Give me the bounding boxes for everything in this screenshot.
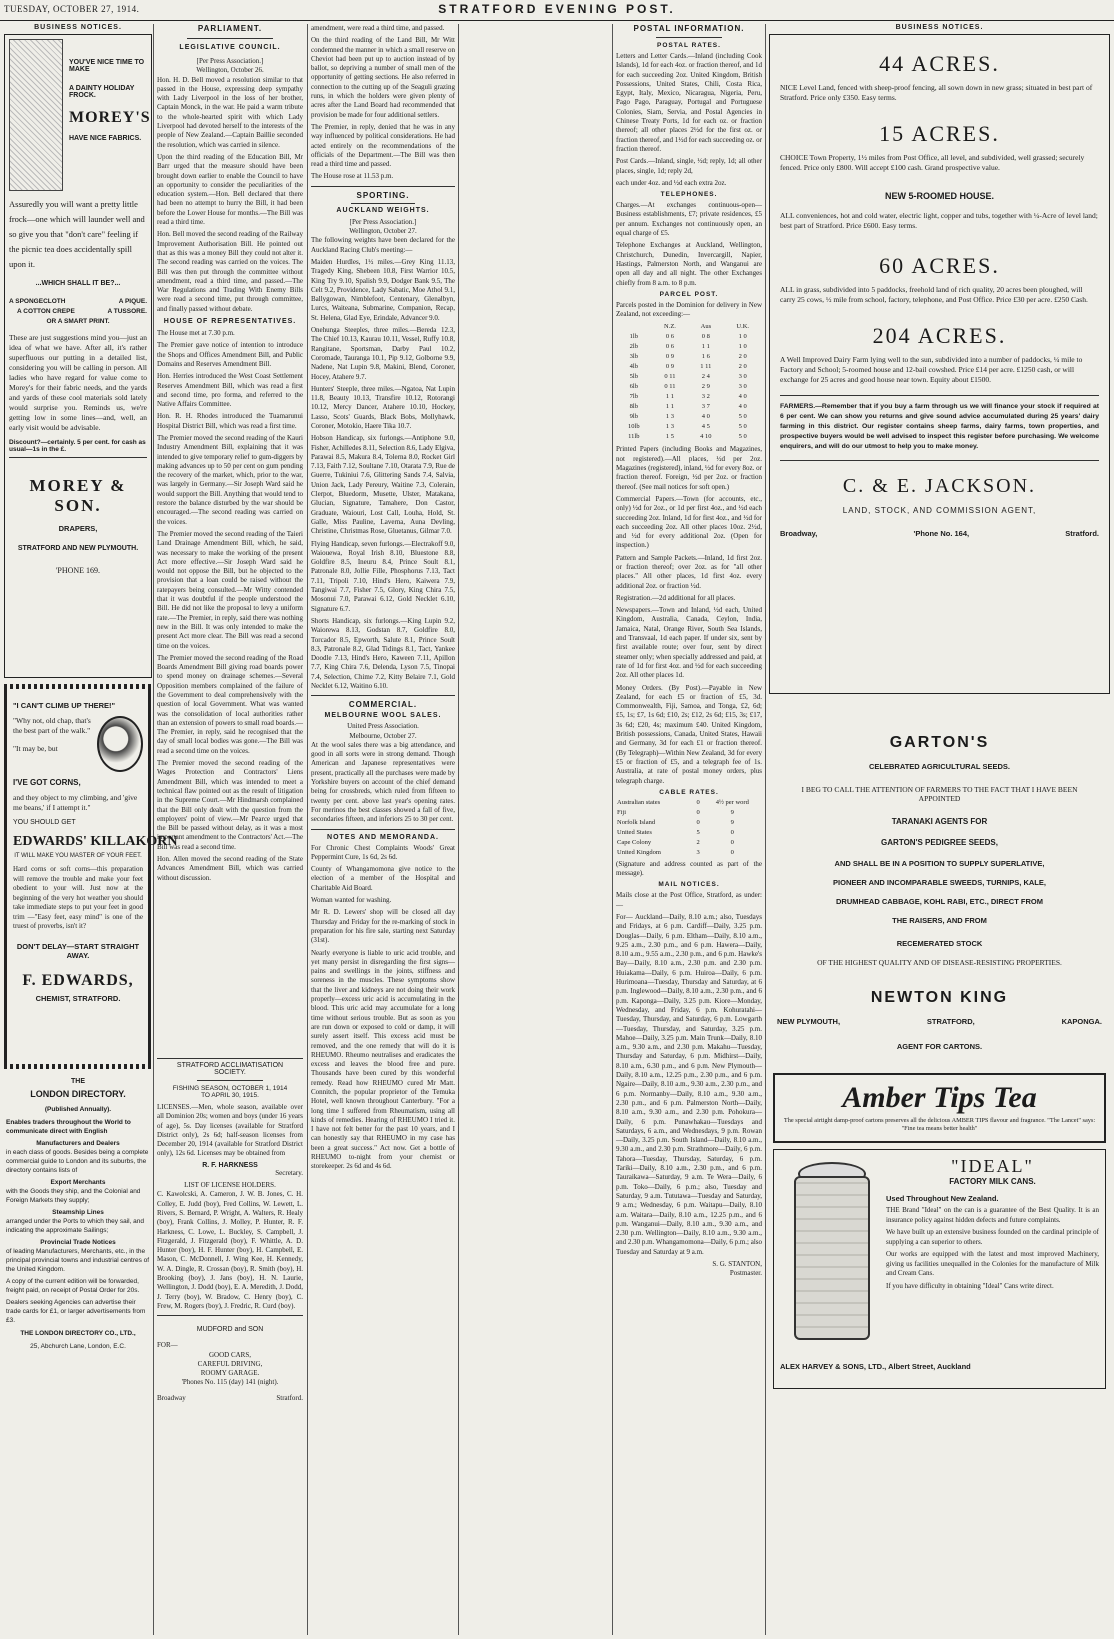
cable-table-row — [616, 818, 762, 828]
cable-table-cell: 4½ per word — [715, 798, 749, 806]
listing-204-title: 204 ACRES. — [872, 323, 1007, 348]
london-annual: (Published Annually). — [44, 1106, 112, 1113]
london-h4: Provincial Trade Notices — [40, 1239, 116, 1246]
garton-sub: CELEBRATED AGRICULTURAL SEEDS. — [869, 762, 1010, 771]
listing-204-body: A Well Improved Dairy Farm lying well to the sun, subdivided into a number of paddocks, ¼ mile to Factory and School; 5-roomed house and 12-bail cowshed. Price £14 per acre. £1250 cash, or will exchange for 25 acres and good house near town. Equity about £1500. — [780, 355, 1083, 384]
parcel-table-cell: 1 3 — [665, 413, 675, 421]
morey-which: ...WHICH SHALL IT BE?... — [35, 280, 121, 287]
accl-title1: STRATFORD ACCLIMATISATION — [176, 1062, 284, 1069]
postmaster-name: S. G. STANTON, — [712, 1259, 762, 1268]
postal-paragraph: Mails close at the Post Office, Stratford, as under:— — [616, 891, 762, 909]
london-p1: in each class of goods. Besides being a complete commercial guide to London and its suburbs, the directory contains lists of — [6, 1149, 149, 1174]
london-title: LONDON DIRECTORY. — [30, 1089, 126, 1099]
ideal-title: "IDEAL" — [951, 1156, 1034, 1176]
london-intro: Enables traders throughout the World to communicate direct with English — [6, 1119, 131, 1135]
article-paragraph: Shorts Handicap, six furlongs.—King Lupin 9.2, Waiorewa 8.13, Godstan 8.7, Goldfire 8.0, Torcador 8.5, Epworth, Salute 8.1, Prince Soult 8.3, Patronale 8.2, Glad Tidings 8.1, Tact, Yankee Doodle 7.13, Hind's Hero, Kaween 7.11, Apillon 7.7, King Chira 7.6, Delenda, Lyson 7.5, Tinopai 7.4, Selection, Chime 7.2, Kitty Belaire 7.1, Gold Necklet 6.12, Waitino 6.10. — [311, 616, 455, 690]
postal-paragraph: Pattern and Sample Packets.—Inland, 1d first 2oz. or fraction thereof; over 2oz. as for "all other places." All other places, 1d first 4oz. every additional 2oz. or fraction ½d. — [616, 553, 762, 590]
parcel-table-cell: 0 9 — [665, 363, 675, 371]
parcel-table-row — [616, 362, 762, 372]
parcel-table-row — [616, 342, 762, 352]
parcel-table-header: Aus — [700, 323, 712, 331]
parcel-table-cell: 4 0 — [738, 403, 747, 411]
mudford-broadway: Broadway — [157, 1393, 186, 1402]
garton-firm: NEWTON KING — [870, 989, 1009, 1006]
article-paragraph: At the wool sales there was a big attendance, and good in all sorts were in strong demand. Though American and Japanese representatives were present, practically all the purchases were made by Yorkshire buyers on account of the chief demand being for crossbreds, which ruled from fifteen to twenty per cent. above last year's opening rates. For merinos the best classes showed a fall of five, secondaries fifteen, and inferiors 25 to 30 per cent. — [311, 740, 455, 824]
morey-line1: YOU'VE NICE TIME TO MAKE — [69, 59, 145, 73]
morey-para: These are just suggestions mind you—just an idea of what we have. After all, it's rather superfluous our putting in a detailed list, considering you will be calling in person. All ladies who have regard for value come to Morey's for their fabric needs, and the yards and yards of these cool materials sold lately would surprise you. Reminds us, we're getting low in some lines—and, well, an early visit would be advisable. — [9, 333, 147, 432]
edwards-advert — [4, 684, 178, 1069]
accl-name: R. F. HARKNESS — [202, 1161, 258, 1169]
edwards-chemist: CHEMIST, STRATFORD. — [35, 993, 121, 1003]
ideal-body2: We have built up an extensive business founded on the cardinal principle of supplying a can superior to others. — [886, 1228, 1099, 1246]
postal-paragraph: each under 4oz. and ½d each extra 2oz. — [616, 178, 727, 187]
article-paragraph: Hon. Herries introduced the West Coast Settlement Reserves Amendment Bill, which was read a first and second time, pro forma, and referred to the Native Affairs Committee. — [157, 372, 303, 409]
parcel-table-cell: 0 6 — [665, 333, 675, 341]
article-paragraph: Nearly everyone is liable to uric acid trouble, and yet many persist in disregarding the first signs—pains and swellings in the joints, stiffness and soreness in the muscles. These symptoms show that the liver and kidneys are not doing their work properly—excess uric acid is accumulating in the blood. This uric acid may accumulate for a long time without serious trouble. But as soon as you are run down or exposed to cold or damp, it will surely assert itself. This excess acid must be removed, and the one remedy that will do it is RHEUMO. Rheumo neutralises and eradicates the excess and leaves the blood free and pure. Thousands have been cured by this wonderful remedy. Read how RHEUMO cured Mr Matt. Connitch, the popular proprietor of the Temuka Hotel, well known throughout Canterbury. "For a long time I suffered from Rheumatism, using all kinds of remedies. Hearing of RHEUMO I tried it. I have not felt better for the past 10 years, and I can honestly say that RHEUMO in my case has been a great success." Act now. Get a bottle of RHEUMO to-night from your chemist or storekeeper. 2s 6d and 4s 6d. — [311, 948, 455, 1171]
parcel-table-cell: 5 0 — [738, 433, 747, 441]
parcel-table-row — [616, 392, 762, 402]
article-paragraph: The Premier gave notice of intention to introduce the Shops and Offices Amendment Bill, and Public Domains and Reserves Amendment Bill. — [157, 341, 303, 368]
parcel-table-cell: 2 0 — [738, 353, 747, 361]
parcel-table-cell: 0 11 — [664, 383, 676, 391]
edwards-q3: and they object to my climbing, and 'give me beans,' if I attempt it." — [13, 793, 138, 812]
amber-tips-advert — [773, 1073, 1106, 1143]
morey-opt4: A TUSSORE. — [107, 308, 147, 315]
accl-season1: FISHING SEASON, OCTOBER 1, 1914 — [172, 1085, 288, 1092]
listing-15-body: CHOICE Town Property, 1½ miles from Post Office, all level, and subdivided, well grassed; securely fenced. Price only £800. Will accept £100 cash. Grand prospective value. — [780, 153, 1085, 172]
postal-paragraph: Letters and Letter Cards.—Inland (including Cook Islands), 1d for each 4oz. or fraction thereof, and 1d for each succeeding 2oz. United Kingdom, British Possessions, United States, Chili, Costa Rica, Egypt, Italy, Mexico, Nicaragua, Nigeria, Peru, Pago Pago, Paraguay, Portugal and Portuguese Colonies, Siam, Servia, and Postal Agencies in Chinese Treaty Ports, 1d for each oz. or fraction thereof; all other places 2½d for the first oz. or fraction thereof, and 1½d for each succeeding oz. or fraction thereof. — [616, 52, 762, 153]
parcel-table-header — [616, 322, 652, 332]
dateline: Wellington, October 27. — [349, 227, 417, 236]
parcel-table-cell: 1 6 — [701, 353, 710, 361]
article-paragraph: The following weights have been declared for the Auckland Racing Club's meeting:— — [311, 236, 455, 254]
morey-discount: Discount?—certainly. 5 per cent. for cash as usual—1s in the £. — [9, 439, 146, 453]
garton-l2: TARANAKI AGENTS FOR — [891, 817, 988, 826]
parcel-table-cell: 5 0 — [738, 423, 747, 431]
london-p6: Dealers seeking Agencies can advertise their trade cards for £1, or larger advertisements from £3. — [6, 1299, 146, 1324]
column-3 — [311, 24, 455, 1635]
cable-table-row — [616, 848, 762, 858]
cable-note: (Signature and address counted as part of the message). — [616, 859, 762, 878]
parcel-table-cell: 4 10 — [700, 433, 712, 441]
listing-44-title: 44 ACRES. — [879, 51, 1000, 76]
parcel-table-cell: 4 5 — [701, 423, 710, 431]
man-face-illustration — [97, 716, 143, 772]
london-h3: Steamship Lines — [52, 1209, 104, 1216]
postal-paragraph: Commercial Papers.—Town (for accounts, etc., only) ½d for 2oz., or 1d per first 4oz., and ½d each succeeding 2oz. Inland, 1d for first 4oz., and ½d for each succeeding 2oz. All other places 10oz. 2½d, and ½d for every additional 2oz. (Open for inspection.) — [616, 494, 762, 550]
listing-house-title: NEW 5-ROOMED HOUSE. — [884, 191, 994, 201]
postal-paragraph: Newspapers.—Town and Inland, ½d each, United Kingdom, Australia, Canada, Ceylon, India, Jamaica, Natal, Orange River, South Sea Islands, and Transvaal, 1d each paper. If under six, sent by first available route; over four, sent by direct steamer only; when specially addressed and paid, at rate of 1d for first 4oz. and ½d for each succeeding 2oz. All other places 1d. — [616, 606, 762, 680]
morey-brand: MOREY'S — [69, 109, 151, 126]
parcel-table-row — [616, 402, 762, 412]
parcel-table-cell: 5lb — [629, 373, 638, 381]
cable-table-cell: 0 — [696, 798, 700, 806]
listing-15-title: 15 ACRES. — [879, 121, 1000, 146]
parcel-table-cell: 3 7 — [701, 403, 710, 411]
parcel-table-header: N.Z. — [664, 323, 676, 331]
ideal-cans-advert — [773, 1149, 1106, 1389]
cable-table-cell: 5 — [696, 828, 700, 836]
section-notes: NOTES AND MEMORANDA. — [327, 833, 439, 841]
morey-opt1: A SPONGECLOTH — [9, 298, 66, 305]
edwards-brand: EDWARDS' KILLAKORN — [13, 834, 178, 849]
parcel-table-cell: 1 1 — [701, 343, 710, 351]
parcel-table-cell: 6lb — [629, 383, 638, 391]
cable-table-cell: Australian states — [617, 798, 661, 806]
mail-schedule: For— Auckland—Daily, 8.10 a.m.; also, Tuesdays and Fridays, at 6 p.m. Cardiff—Daily, 3.25 p.m. Douglas—Daily, 6 p.m. Eltham—Daily, 8.10 a.m., 9.25 a.m., 2.30 p.m., and 6 p.m. Hawera—Daily, 8.10 a.m., 9.55 a.m., 2.30 p.m., and 6 p.m. Hawke's Bay—Daily, 8.10 a.m., 2.30 p.m. and 2.30 p.m. Huiakama—Daily, 6 p.m. Huiroa—Daily, 6 p.m. Hurimoana—Tuesday, Thursday and Saturday, at 6 p.m. Inglewood—Daily, 8.10 a.m., 2.30 p.m., and 6 p.m. Kaponga—Daily, 3.25 p.m. Kiore—Monday, Wednesday, and Friday, 6 p.m. Kohuratahi—Tuesday, Thursday, and Saturday, 6 p.m. Lowgarth—Tuesday, Thursday, and Saturday, 3.25 p.m. Mahoe—Daily, 3.25 p.m. Main Trunk—Daily, 8.10 a.m., 9.30 a.m., and 2.30 p.m. Makahu—Tuesday, Thursday and Saturday, 6 p.m. Midhirst—Daily, 8.10 a.m., 6.30 p.m., and 6 p.m. New Plymouth—Daily, 8.10 a.m., 12.25 p.m., 2.30 p.m., and 6 p.m. Ngaire—Daily, 8.10 a.m., 9.30 a.m., 2.30 p.m., and 6 p.m. Normanby—Daily, 8.10 a.m., 9.30 a.m., 2.30 p.m., and 6 p.m. Palmerston North—Daily, 8.10 a.m., 9.30 a.m., and 2.30 p.m. Pohokura—Daily, 6 p.m. Punawhakau—Tuesdays and Saturdays, 6 a.m., and Wednesdays, 9 p.m. Rowan—Daily, 3.25 p.m. South Island—Daily, 8.10 a.m., 9.30 a.m., and 2.30 p.m. Strathmore—Daily, 6 p.m. Tahora—Tuesday, Thursday, Saturday, 6 p.m. Tariki—Daily, 8.10 a.m., 2.30 p.m., and 6 p.m. Tauraikawa—Saturday, 9 a.m. Te Wera—Daily, 6 p.m. Toko—Daily, 6 p.m.; also, Tuesday and Saturday, 9 a.m. Tututawa—Tuesday and Saturday, 9 a.m.; Wednesday, 6 p.m. Waitapu—Daily, 8.10 a.m. Waitara—Daily, 8.10 a.m., 12.25 p.m., and 6 p.m. Wanganui—Daily, 8.10 a.m., 9.30 a.m., and 2.30 p.m. Wellington—Daily, 8.10 a.m., 9.30 a.m., and 2.30 p.m. Whangamomona—Daily, 6 p.m.; also Tuesday and Saturday at 9 a.m. — [616, 913, 763, 1256]
article-paragraph: Onehunga Steeples, three miles.—Bereda 12.3, The Chief 10.13, Kaurau 10.11, Vessel, Ruffy 10.8, Rangitane, Sportsman, Darby Paul 10.2, Coromade, Tauranga 10.1, Pip 9.12, Golborne 9.9, Nadene, Nat Lupin 9.8, Makini, Blend, Coroner, Hocey, Atahere 9.7. — [311, 326, 455, 381]
dateline: Wellington, October 26. — [196, 66, 264, 75]
postal-paragraph: Money Orders. (By Post).—Payable in New Zealand, for each £5 or fraction of £5, 3d. Commonwealth, Fiji, Samoa, and Tonga, £2, 6d; £5, 1s; £7, 1s 6d; £10, 2s; £12, 2s 6d; £15, 3s; £17, 3s 6d; £20, 4s; maximum £40. United Kingdom, British possessions, Canada, United States, Hawaii and Germany, 3d for each £1 or fraction thereof. (By Telegraph)—Within New Zealand, 3d for every £5 or fraction of £5, and a telegraph fee of 1s. Australia, at rate of postal money orders, plus telegraph charge. — [616, 683, 762, 785]
cable-table-row — [616, 828, 762, 838]
parcel-table-row — [616, 372, 762, 382]
article-paragraph: The Premier moved the second reading of the Wages Protection and Contractors' Liens Amendment Bill, which was intended to meet a technical flaw pointed out as the result of litigation in the Supreme Court.—Mr Hindmarsh complained that the Bill only dealt with the question from the employers' point of view.—Mr Pearce urged that the Bill be passed without delay, as it was a most important amendment to the Contractors' Act.—The Bill was read a second time. — [157, 759, 303, 851]
listing-60-title: 60 ACRES. — [879, 253, 1000, 278]
parcel-table-cell: 1 0 — [738, 343, 747, 351]
jackson-broadway: Broadway, — [780, 529, 818, 538]
article-paragraph: On the third reading of the Land Bill, Mr Witt condemned the manner in which a small reserve on Cheviot had been put up to auction instead of by ballot, so depriving a number of small men of the opportunity of getting sections. He also referred in connection to the cutting up of the Seaguli grazing runs, in which the holders were given plenty of acres after the Land Board had recommended that provision be made for four additional settlers. — [311, 36, 455, 119]
cable-table-cell: Fiji — [617, 808, 627, 816]
issue-date: TUESDAY, OCTOBER 27, 1914. — [4, 4, 140, 14]
column-5 — [769, 24, 1110, 1635]
article-paragraph: The Premier moved the second reading of the Road Boards Amendment Bill giving road boards power to spend money on drainage schemes.—Several Opposition members complained of the failure of the Government to deal comprehensively with the question of local Government. What was wanted was the consolidation of local authorities rather than an extension of powers to small road boards.—The Premier, in reply, said he recognised that the day of small local bodies was gone.—The Bill was read a second time on the voices. — [157, 653, 303, 755]
article-paragraph: amendment, were read a third time, and passed. — [311, 24, 445, 32]
section-council: LEGISLATIVE COUNCIL. — [179, 44, 281, 51]
cable-table-row — [616, 798, 762, 808]
parcel-table-cell: 2 0 — [738, 363, 747, 371]
parcel-table-row — [616, 382, 762, 392]
london-p3: arranged under the Ports to which they sail, and indicating the approximate Sailings; — [6, 1218, 145, 1234]
garton-l5: PIONEER AND INCOMPARABLE SWEEDS, TURNIPS, KALE, — [833, 878, 1046, 887]
milk-can-icon — [794, 1176, 870, 1340]
article-paragraph: The Premier, in reply, denied that he was in any way influenced by political considerations. He had acted entirely on the recommendations of the officials of the Department.—The Bill was then read a third time and passed. — [311, 122, 455, 169]
section-parcel: PARCEL POST. — [659, 290, 719, 298]
article-paragraph: Hon. Allen moved the second reading of the State Advances Amendment Bill, which was carried without discussion. — [157, 855, 303, 882]
parcel-table-cell: 7lb — [629, 393, 638, 401]
parcel-table-cell: 4lb — [629, 363, 638, 371]
section-parliament: PARLIAMENT. — [197, 24, 263, 33]
morey-body: Assuredly you will want a pretty little frock—one which will launder well and so give you that "don't care" feeling if the picnic tea does accidentally spill upon it. — [9, 199, 145, 269]
farmers-notice: FARMERS.—Remember that if you buy a farm through us we will finance your stock if required at 6 per cent. We can show you returns and give sound advice accumulated during 25 years' dairy farming in this district. Our register contains sheep farms, dairy farms, town properties, and prospective buyers would be well advised to inspect this register before purchasing. We welcome enquirers, and will do our utmost to help you to make money. — [780, 403, 1099, 450]
parcel-table-cell: 0 8 — [701, 333, 710, 341]
section-mail: MAIL NOTICES. — [658, 881, 720, 889]
listing-44-body: NICE Level Land, fenced with sheep-proof fencing, all sown down in new grass; situated in best part of Stratford. Price only £350. Easy terms. — [780, 83, 1093, 102]
ideal-body1: THE Brand "Ideal" on the can is a guarantee of the Best Quality. It is an insurance policy against hidden defects and future complaints. — [886, 1206, 1099, 1224]
masthead — [0, 0, 1114, 21]
parcel-table-cell: 0 11 — [664, 373, 676, 381]
column-rule — [765, 24, 766, 1635]
parcel-table-row — [616, 432, 762, 442]
cable-table-cell: United Kingdom — [617, 848, 661, 856]
morey-opt2: A PIQUE. — [118, 298, 147, 305]
cable-table-cell: United States — [617, 828, 652, 836]
cable-table-row — [616, 838, 762, 848]
article-paragraph: Flying Handicap, seven furlongs.—Electrakoff 9.0, Waiouewa, Royal Irish 8.10, Bluestone 8.8, Goldfire 8.5, Ineuru 8.4, Prince Soult 8.1, Patronale 8.0, Jollie Fille, Phosphorus 7.13, Tact 7.11, Tripoli 7.10, Hind's Hero, Kaiwera 7.9, Tangiwai 7.7, Fisher 7.5, Glory, King Chira 7.5, Mosonui 7.0, Parawai 6.12, Gold Necklet 6.10, Signature 6.7. — [311, 539, 455, 613]
morey-phone: 'PHONE 169. — [55, 566, 101, 575]
garton-l1: I BEG TO CALL THE ATTENTION OF FARMERS TO THE FACT THAT I HAVE BEEN APPOINTED — [801, 785, 1078, 803]
postal-paragraph: Charges.—At exchanges continuous-open—Business establishments, £7; private residences, £5 per annum. Exchanges not continuously open, an equal charge of £5. — [616, 201, 762, 238]
mudford-l3: ROOMY GARAGE. — [200, 1369, 260, 1378]
article-paragraph: Maiden Hurdles, 1½ miles.—Grey King 11.13, Tragedy King, Shebeen 10.8, First Warrior 10.5, King Try 9.10, Spalish 9.9, Dodger Bank 9.5, The Celt 9.2, Providence, Lady Sabatic, Moe Athol 9.1, Ballygowan, Nimblefoot, Centenary, Glenalbyn, Lurcs, Waiteana, Submarine, Companion, Recap, St. Helena, Glad Eye, Erindale, Advancer 9.0. — [311, 257, 455, 322]
parcel-table-cell: 5 0 — [738, 413, 747, 421]
morey-opt5: OR A SMART PRINT. — [46, 318, 110, 325]
morey-line2: A DAINTY HOLIDAY FROCK. — [69, 85, 135, 99]
garton-l6: DRUMHEAD CABBAGE, KOHL RABI, ETC., DIRECT FROM — [836, 897, 1043, 906]
ideal-body3: Our works are equipped with the latest and most improved Machinery, giving us facilities unequalled in the Colonies for the manufacture of Milk and Cream Cans. — [886, 1250, 1099, 1277]
garton-l9: OF THE HIGHEST QUALITY AND OF DISEASE-RESISTING PROPERTIES. — [817, 958, 1062, 967]
parcel-table-cell: 1 5 — [665, 433, 675, 441]
accl-sec: Secretary. — [275, 1168, 303, 1177]
section-rates: POSTAL RATES. — [657, 42, 721, 49]
section-postal: POSTAL INFORMATION. — [633, 24, 745, 33]
parcel-table-cell: 3 2 — [701, 393, 710, 401]
article-paragraph: Woman wanted for washing. — [311, 896, 392, 905]
mudford-l2: CAREFUL DRIVING, — [197, 1359, 263, 1368]
edwards-get: YOU SHOULD GET — [13, 819, 76, 826]
dateline: Melbourne, October 27. — [349, 731, 417, 740]
morey-firm: MOREY & SON. — [29, 476, 127, 515]
article-paragraph: Hunters' Steeple, three miles.—Ngatoa, Nat Lupin 11.8, Beauty 10.13, Transfire 10.12, Rotorangi 10.12, Mercy Dancer, Atahere 10.10, Hockey, Lasso, Scots' Guards, Black Bobs, Mollyhawk, Coroner, Motokio, Haere Tika 10.7. — [311, 384, 455, 430]
section-cable: CABLE RATES. — [659, 788, 719, 796]
parcel-table-cell: 1lb — [629, 333, 638, 341]
london-p4: of leading Manufacturers, Merchants, etc., in the principal provincial towns and industrial centres of the United Kingdom. — [6, 1248, 150, 1273]
ideal-body4: If you have difficulty in obtaining "Ideal" Cans write direct. — [886, 1281, 1054, 1290]
jackson-advert — [769, 34, 1110, 694]
article-paragraph: The Premier moved the second reading of the Taieri Land Drainage Amendment Bill, which, he said, was necessary to make the working of the present Act more effective.—Sir Joseph Ward said he would not oppose the Bill, but he objected to the provision that a loan could be raised without the ratepayers being consulted.—Mr Witty contended that it was doubtful if the people understood the Bill. He did not like the proposal to levy a uniform rate.—The Premier, in reply, said there was nothing new in the Bill. It was only intended to make the present Act more clear. The Bill was read a second time on the voices. — [157, 529, 303, 650]
morey-towns: STRATFORD AND NEW PLYMOUTH. — [17, 545, 139, 552]
article-paragraph: The House rose at 11.53 p.m. — [311, 172, 394, 181]
jackson-firm: C. & E. JACKSON. — [842, 475, 1037, 497]
edwards-delay: DON'T DELAY—START STRAIGHT AWAY. — [16, 941, 140, 960]
accl-listtitle: LIST OF LICENSE HOLDERS. — [184, 1181, 276, 1190]
edwards-headline: "I CAN'T CLIMB UP THERE!" — [13, 701, 116, 710]
edwards-corns: I'VE GOT CORNS, — [13, 778, 81, 787]
jackson-phone: 'Phone No. 164, — [913, 529, 970, 538]
edwards-q2: "It may be, but — [13, 744, 58, 753]
postal-paragraph: Parcels posted in the Dominion for delivery in New Zealand, not exceeding:— — [616, 300, 762, 319]
column-rule — [153, 24, 154, 1635]
london-p5: A copy of the current edition will be forwarded, freight paid, on receipt of Postal Order for 20s. — [6, 1278, 140, 1294]
morey-opt3: A COTTON CREPE — [17, 308, 75, 315]
garton-agent: AGENT FOR CARTONS. — [896, 1042, 983, 1051]
article-paragraph: Hobson Handicap, six furlongs.—Antiphone 9.0, Fisher, Achilledes 8.11, Selection 8.6, Lady Elgiva, Parawai 8.5, Makura 8.4, Tolerna 8.0, Rocket Girl 7.13, Faith 7.12, Soultane 7.10, Otarata 7.9, Rue de Guerre, Tukiniui 7.6, Glittering Sands 7.4, Salvia, Union Jack, Lady Pereury, Waitine 7.3, Colerain, Clerpot, Bluedorm, Musette, Ulster, Matakana, Glucian, Signature, Tamahere, Don Castor, Graduate, Waiouri, Lost Call, Louha, Hold, St. Galle, Miss Pauline, Laverna, Auna Devling, Christine, Christmas Rose, Gluetanus, Gilmar 7.0. — [311, 434, 455, 536]
section-wool: MELBOURNE WOOL SALES. — [324, 712, 442, 720]
section-business-notices: BUSINESS NOTICES. — [895, 24, 984, 31]
section-business-notices: BUSINESS NOTICES. — [34, 24, 122, 31]
cable-table-cell: Norfolk Island — [617, 818, 656, 826]
parcel-table-cell: 11lb — [628, 433, 640, 441]
london-addr: 25, Abchurch Lane, London, E.C. — [30, 1343, 126, 1350]
article-paragraph: Hon. R. H. Rhodes introduced the Tuamarunui Hospital District Bill, which was read a first time. — [157, 412, 303, 430]
edwards-body: Hard corns or soft corns—this preparation will remove the trouble and make your feet obedient to your will. Just now at the beginning of the very hot weather you should take immediate steps to put your feet in good trim —"Easy feet, easy mind" is one of the truest of proverbs, isn't it? — [13, 865, 143, 930]
parcel-table-row — [616, 332, 762, 342]
parcel-table-row — [616, 352, 762, 362]
newspaper-title: STRATFORD EVENING POST. — [438, 2, 676, 16]
section-weights: AUCKLAND WEIGHTS. — [336, 206, 430, 214]
edwards-tag: IT WILL MAKE YOU MASTER OF YOUR FEET. — [14, 853, 142, 859]
press-credit: [Per Press Association.] — [196, 57, 264, 65]
parcel-table-cell: 2 9 — [701, 383, 710, 391]
parcel-table-cell: 3lb — [629, 353, 638, 361]
london-directory-advert — [4, 1077, 152, 1351]
parcel-table-cell: 4 0 — [701, 413, 710, 421]
parcel-table-cell: 10lb — [628, 423, 640, 431]
article-paragraph: The Premier moved the second reading of the Kauri Industry Amendment Bill, explaining that it was intended to give temporary relief to gum-diggers by making advances up to 50 per cent on gum pending the recovery of the market, which, prior to the war, was largely in Germany.—Sir Joseph Ward said he would support the Bill. Anything that would tend to restore the balance disturbed by the war should be encouraged.—The second reading was carried on the voices. — [157, 433, 303, 526]
parcel-table-row — [616, 412, 762, 422]
parcel-table-cell: 0 6 — [665, 343, 675, 351]
postal-paragraph: Printed Papers (including Books and Magazines, not registered).—All places, ½d per 2oz. Magazines (registered), inland, ½d for every 8oz. or fraction thereof. Foreign, ½d per 2oz. or fraction thereof. (See mail notices for soft open.) — [616, 445, 762, 491]
parcel-table-header: U.K. — [736, 323, 750, 331]
postal-paragraph: Post Cards.—Inland, single, ½d; reply, 1d; all other places, single, 1d; reply 2d, — [616, 157, 762, 175]
cable-table-cell: 0 — [730, 828, 734, 836]
accl-season2: TO APRIL 30, 1915. — [201, 1092, 259, 1099]
listing-house-body: ALL conveniences, hot and cold water, electric light, copper and tubs, together with ¼-Acre of level land; best part of Stratford. Price £600. Easy terms. — [780, 211, 1098, 230]
frock-illustration — [9, 39, 63, 191]
parcel-table-cell: 1 3 — [665, 423, 675, 431]
parcel-table-row — [616, 422, 762, 432]
cable-table-cell: 9 — [730, 818, 734, 826]
cable-table-cell: 0 — [696, 818, 700, 826]
cable-table-row — [616, 808, 762, 818]
acclimatisation-notice — [157, 1058, 303, 1634]
garton-l4: AND SHALL BE IN A POSITION TO SUPPLY SUPERLATIVE, — [834, 859, 1045, 868]
mudford-phones: 'Phones No. 115 (day) 141 (night). — [181, 1378, 279, 1387]
cable-table-cell: 0 — [730, 848, 734, 856]
section-telephones: TELEPHONES. — [660, 191, 718, 199]
parcel-rates-table — [616, 322, 762, 442]
london-h1: Manufacturers and Dealers — [36, 1140, 120, 1147]
parcel-table-cell: 1 1 — [665, 393, 675, 401]
london-firm: THE LONDON DIRECTORY CO., LTD., — [20, 1330, 136, 1337]
garton-l7: THE RAISERS, AND FROM — [892, 916, 987, 925]
parcel-table-cell: 2 4 — [701, 373, 710, 381]
listing-60-body: ALL in grass, subdivided into 5 paddocks, freehold land of rich quality, 20 acres been ploughed, will carry 25 cows, ½ mile from school, factory, telephone, and Post Office. Price £30 per acre. £250 Cash. — [780, 285, 1088, 304]
london-p2: with the Goods they ship, and the Colonial and Foreign Markets they supply; — [6, 1188, 141, 1204]
parcel-table-cell: 2lb — [629, 343, 638, 351]
amber-tag: The special airtight damp-proof cartons preserves all the delicious AMBER TIPS flavour and fragrance. "The Lancet" says: "Fine tea means better health" — [783, 1117, 1096, 1132]
garton-l3: GARTON'S PEDIGREE SEEDS, — [881, 838, 998, 847]
article-paragraph: Mr R. D. Lewers' shop will be closed all day Thursday and Friday for the re-marking of stock in preparation for his fire sale, starting next Saturday (31st). — [311, 908, 455, 945]
mudford-l1: GOOD CARS, — [208, 1350, 251, 1359]
london-the: THE — [71, 1078, 85, 1085]
morey-drapers: DRAPERS, — [58, 524, 98, 533]
mudford-name: MUDFORD and SON — [196, 1326, 264, 1334]
column-rule — [307, 24, 308, 1635]
article-paragraph: Hon. Bell moved the second reading of the Railway Improvement Authorisation Bill. He pointed out that as this was a money Bill they could not alter it. The second reading was carried on the voices. The Bill was then put through the committee without amendment, read a third time, and passed.—The War Regulations and Trading With Enemy Bills were read a second time, put through committee, and finally passed without debate. — [157, 230, 303, 313]
article-paragraph: County of Whangamomona give notice to the election of a member of the Hospital and Charitable Aid Board. — [311, 865, 455, 892]
parcel-table-cell: 4 0 — [738, 393, 747, 401]
amber-brand: Amber Tips Tea — [842, 1081, 1037, 1114]
article-paragraph: For Chronic Chest Complaints Woods' Great Peppermint Cure, 1s 6d, 2s 6d. — [311, 843, 455, 861]
jackson-sub: LAND, STOCK, AND COMMISSION AGENT, — [842, 506, 1037, 515]
column-rule — [612, 24, 613, 1635]
garton-town1: NEW PLYMOUTH, — [777, 1017, 841, 1026]
accl-title2: SOCIETY. — [214, 1069, 246, 1076]
garton-l8: RECEMERATED STOCK — [896, 939, 983, 948]
garton-town3: KAPONGA. — [1061, 1017, 1102, 1026]
morey-advert — [4, 34, 152, 678]
press-credit: United Press Association. — [347, 722, 419, 731]
postal-paragraph: Registration.—2d additional for all places. — [616, 593, 736, 602]
cable-table-cell: 0 — [730, 838, 734, 846]
postal-paragraph: Telephone Exchanges at Auckland, Wellington, Christchurch, Dunedin, Invercargill, Napier, Hastings, Palmerston North, and Wanganui are open all day and all night. The other Exchanges chiefly from 8 a.m. to 8 p.m. — [616, 241, 762, 287]
cable-table-cell: 0 — [696, 808, 700, 816]
parcel-table-cell: 1 1 — [665, 403, 675, 411]
article-paragraph: Hon. H. D. Bell moved a resolution similar to that passed in the House, expressing deep sympathy with Lady Liverpool in the loss of her brother, Captain Monck, in the war. He paid a warm tribute to the whole-hearted spirit with which Lady Liverpool had devoted herself to the interests of the people of New Zealand.—Captain Baillie seconded the resolution, which was carried in silence. — [157, 75, 303, 149]
column-rule — [458, 24, 459, 1635]
parcel-table-cell: 0 9 — [665, 353, 675, 361]
cable-table-cell: 2 — [696, 838, 700, 846]
morey-line3: HAVE NICE FABRICS. — [69, 135, 142, 142]
section-sporting: SPORTING. — [356, 190, 410, 200]
parcel-table-cell: 8lb — [629, 403, 638, 411]
ideal-firm: ALEX HARVEY & SONS, LTD., Albert Street, Auckland — [780, 1362, 971, 1371]
article-paragraph: The House met at 7.30 p.m. — [157, 329, 235, 338]
ideal-sub: FACTORY MILK CANS. — [949, 1177, 1036, 1186]
garton-advert — [769, 734, 1110, 1051]
section-house: HOUSE OF REPRESENTATIVES. — [163, 318, 297, 326]
garton-title: GARTON'S — [889, 734, 990, 751]
article-paragraph: Upon the third reading of the Education Bill, Mr Barr urged that the measure should have been brought down earlier to enable the Council to have an opportunity to consider the peculiarities of the education system.—Hon. Bell declared that there had been no attempt to hurry the Bill, it had been before the Lower House for months.—The Bill was read a third time. — [157, 152, 303, 227]
cable-rates-table — [616, 798, 762, 858]
garton-town2: STRATFORD, — [926, 1017, 975, 1026]
cable-table-cell: 9 — [730, 808, 734, 816]
ideal-used: Used Throughout New Zealand. — [886, 1194, 999, 1203]
cable-table-cell: Cape Colony — [617, 838, 652, 846]
parcel-table-cell: 9lb — [629, 413, 638, 421]
postmaster-title: Postmaster. — [729, 1269, 762, 1278]
parcel-table-cell: 3 0 — [738, 373, 747, 381]
mudford-for: FOR— — [157, 1341, 178, 1350]
accl-body: LICENSES.—Men, whole season, available over all Dominion 20s; women and boys (under 16 years of age), 5s. Day licenses (available for Stratford District only), 2s 6d; half-season licenses from December 20, 1914 (available for Stratford District only), 12s 6d. Licenses may be obtained from — [157, 1103, 303, 1158]
cable-table-cell: 3 — [696, 848, 700, 856]
parcel-table-cell: 1 11 — [700, 363, 712, 371]
column-4 — [616, 24, 762, 1635]
jackson-stratford: Stratford. — [1065, 529, 1099, 538]
london-h2: Export Merchants — [50, 1179, 106, 1186]
section-commercial: COMMERCIAL. — [348, 700, 418, 710]
accl-list: C. Kawolcski, A. Cameron, J. W. B. Jones, C. H. Colley, E. Judd (boy), Fred Collins, W. Lewett, L. Rivers, S. Bernard, P. Wright, A. Walters, R. Healy (boy), Frank Collins, J. Molley, P. Hunter, R. F. Harkness, C. Lowe, L. Buckley, S. Campbell, J. Fitzgerald, J. Fitzgerald (boy), F. Whittle, A. D. Hunter (boy), H. F. Hunter (boy), H. Campbell, E. Mason, C. McDonnell, J. Wing Kee, H. Kennedy, W. A. Dingle, R. Crossan (boy), R. Smith (boy), H. Brooking (boy), J. Jans (boy), H. N. Laurie, Wellington, J. Dodd (boy), E. A. Meredith, J. Dodd, J. Terry (boy), W. Bradow, C. Henry (boy), C. Frew, M. Rogers (boy), J. Fredric, R. Curd (boy). — [157, 1190, 303, 1310]
edwards-firm: F. EDWARDS, — [22, 971, 134, 989]
press-credit: [Per Press Association.] — [349, 217, 417, 226]
edwards-q1: "Why not, old chap, that's the best part of the walk." — [13, 716, 91, 735]
mudford-stratford: Stratford. — [276, 1393, 303, 1402]
parcel-table-cell: 1 0 — [738, 333, 747, 341]
parcel-table-cell: 3 0 — [738, 383, 747, 391]
